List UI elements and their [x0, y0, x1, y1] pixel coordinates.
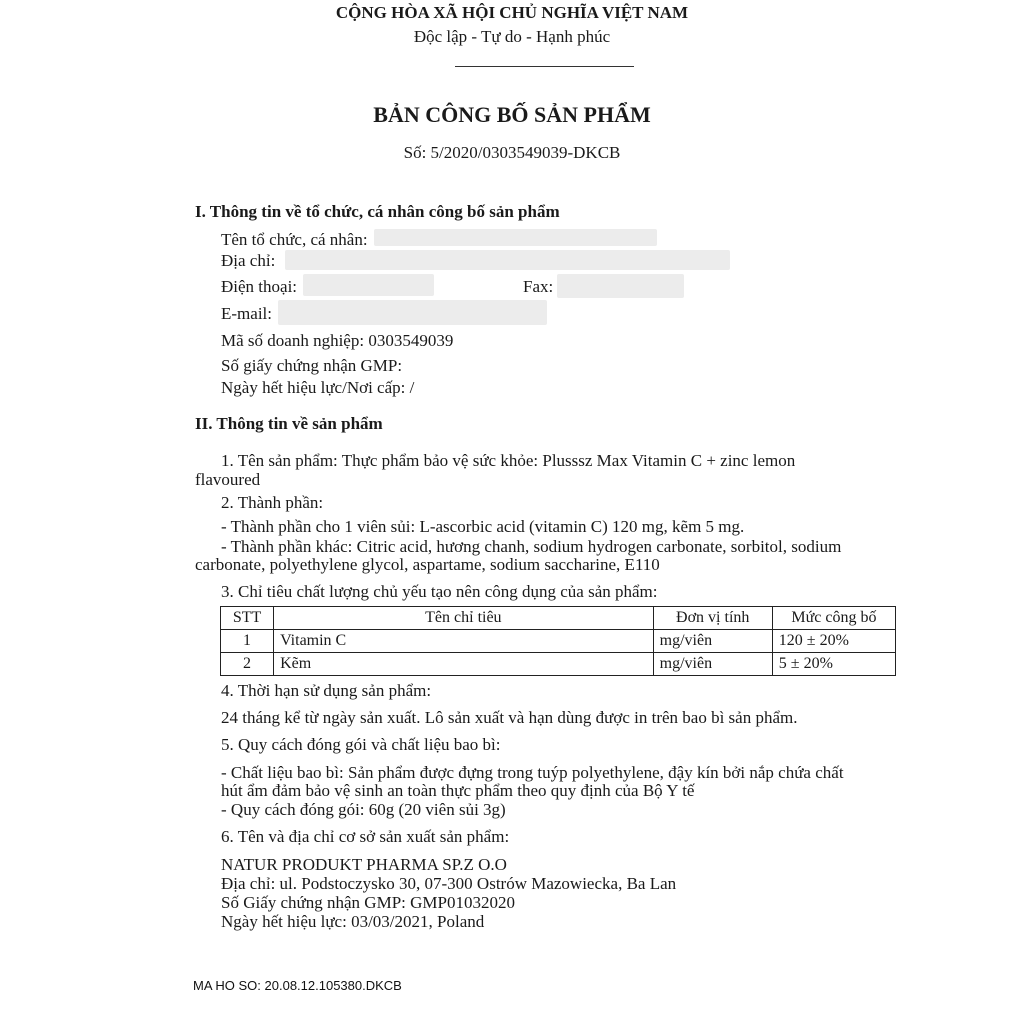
redacted-address: [285, 250, 730, 270]
manufacturer-gmp: Số Giấy chứng nhận GMP: GMP01032020: [221, 893, 515, 912]
manufacturer-validity: Ngày hết hiệu lực: 03/03/2021, Poland: [221, 912, 485, 931]
ingredients-main: - Thành phần cho 1 viên sủi: L-ascorbic acid (vitamin C) 120 mg, kẽm 5 mg.: [221, 517, 745, 536]
manufacturer-heading: 6. Tên và địa chỉ cơ sở sản xuất sản phẩm:: [221, 827, 510, 846]
table-cell: Kẽm: [274, 653, 654, 676]
national-motto: Độc lập - Tự do - Hạnh phúc: [413, 27, 611, 46]
table-row: [221, 630, 896, 653]
gmp-certificate: Số giấy chứng nhận GMP:: [221, 356, 403, 375]
table-header-row: [221, 607, 896, 630]
product-name-line2: flavoured: [195, 470, 261, 489]
org-name-label: Tên tổ chức, cá nhân:: [221, 230, 368, 249]
packaging-material-line1: - Chất liệu bao bì: Sản phẩm được đựng trong tuýp polyethylene, đậy kín bởi nắp chứa chất: [221, 763, 844, 782]
redacted-fax: [557, 274, 684, 298]
redacted-phone: [303, 274, 434, 296]
ingredients-other-line1: - Thành phần khác: Citric acid, hương chanh, sodium hydrogen carbonate, sorbitol, sodium: [221, 537, 842, 556]
section-2-heading: II. Thông tin về sản phẩm: [195, 414, 383, 433]
table-cell: mg/viên: [653, 630, 772, 653]
table-row: [221, 653, 896, 676]
national-title: CỘNG HÒA XÃ HỘI CHỦ NGHĨA VIỆT NAM: [335, 3, 689, 22]
quality-criteria-heading: 3. Chỉ tiêu chất lượng chủ yếu tạo nên công dụng của sản phẩm:: [221, 582, 658, 601]
shelf-life-heading: 4. Thời hạn sử dụng sản phẩm:: [221, 681, 432, 700]
tax-code: Mã số doanh nghiệp: 0303549039: [221, 331, 454, 350]
redacted-email: [278, 300, 547, 325]
table-cell: 5 ± 20%: [772, 653, 895, 676]
address-label: Địa chỉ:: [221, 251, 276, 270]
ingredients-other-line2: carbonate, polyethylene glycol, aspartame, sodium saccharine, E110: [195, 555, 660, 574]
packaging-spec: - Quy cách đóng gói: 60g (20 viên sủi 3g): [221, 800, 506, 819]
column-header: Tên chỉ tiêu: [274, 607, 654, 630]
column-header: Mức công bố: [772, 607, 895, 630]
fax-label: Fax:: [523, 277, 554, 296]
column-header: STT: [221, 607, 274, 630]
table-cell: 120 ± 20%: [772, 630, 895, 653]
email-label: E-mail:: [221, 304, 272, 323]
ingredients-heading: 2. Thành phần:: [221, 493, 324, 512]
table-cell: 2: [221, 653, 274, 676]
redacted-org-name: [374, 229, 657, 246]
table-cell: Vitamin C: [274, 630, 654, 653]
table-cell: 1: [221, 630, 274, 653]
document-number: Số: 5/2020/0303549039-DKCB: [403, 143, 621, 162]
validity-issuer: Ngày hết hiệu lực/Nơi cấp: /: [221, 378, 415, 397]
shelf-life-text: 24 tháng kể từ ngày sản xuất. Lô sản xuất và hạn dùng được in trên bao bì sản phẩm.: [221, 708, 798, 727]
packaging-heading: 5. Quy cách đóng gói và chất liệu bao bì:: [221, 735, 501, 754]
document-title: BẢN CÔNG BỐ SẢN PHẨM: [373, 102, 651, 127]
manufacturer-address: Địa chỉ: ul. Podstoczysko 30, 07-300 Ostrów Mazowiecka, Ba Lan: [221, 874, 677, 893]
table-cell: mg/viên: [653, 653, 772, 676]
manufacturer-name: NATUR PRODUKT PHARMA SP.Z O.O: [221, 855, 507, 874]
product-name-line1: 1. Tên sản phẩm: Thực phẩm bảo vệ sức khỏe: Plusssz Max Vitamin C + zinc lemon: [221, 451, 796, 470]
packaging-material-line2: hút ẩm đảm bảo vệ sinh an toàn thực phẩm theo quy định của Bộ Y tế: [221, 781, 695, 800]
phone-label: Điện thoại:: [221, 277, 298, 296]
quality-criteria-table: [220, 606, 896, 676]
column-header: Đơn vị tính: [653, 607, 772, 630]
dossier-code: MA HO SO: 20.08.12.105380.DKCB: [193, 978, 402, 993]
section-1-heading: I. Thông tin về tổ chức, cá nhân công bố sản phẩm: [195, 202, 560, 221]
header-divider: [455, 66, 634, 67]
